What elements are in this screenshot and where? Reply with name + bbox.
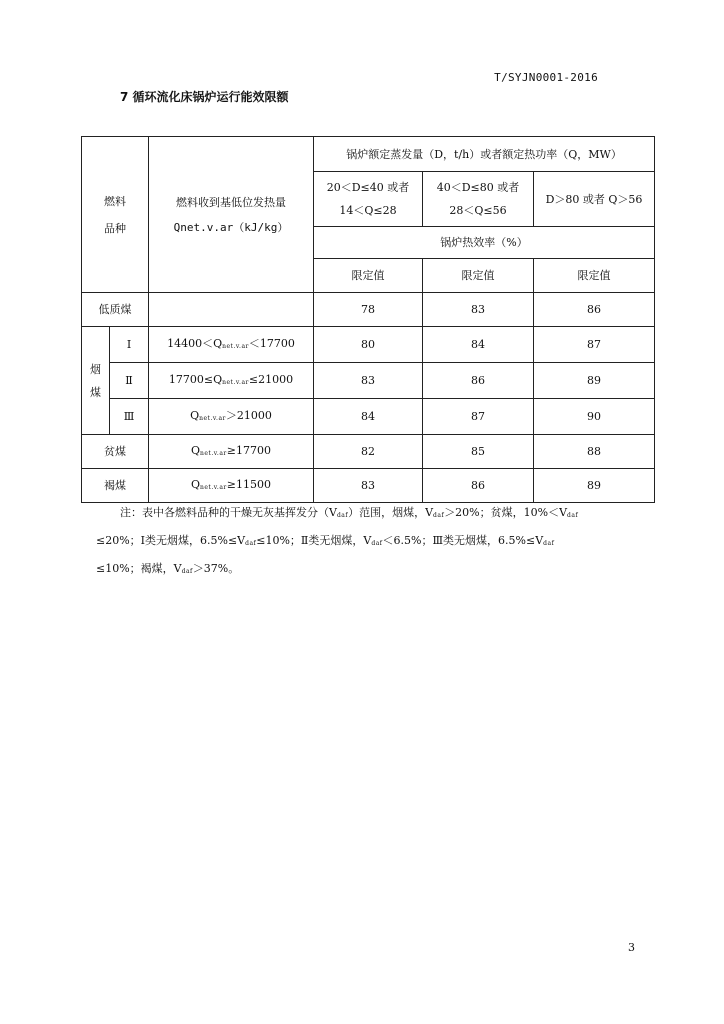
value-bit3-3: 90 — [534, 399, 655, 435]
heating-value-lignite — [149, 469, 314, 503]
value-lowgrade-2: 83 — [423, 293, 534, 327]
cond-lean-sub: net.v.ar — [200, 449, 227, 457]
value-lean-3: 88 — [534, 435, 655, 469]
fuel-name-bituminous-line2: 煤 — [90, 385, 101, 399]
value-lowgrade-1: 78 — [314, 293, 423, 327]
cond-bit2-pre: 17700≤Q — [168, 372, 223, 386]
note-sub-daf: daf — [567, 512, 579, 519]
value-bit1-3: 87 — [534, 327, 655, 363]
capacity-range-1-line1: 20＜D≤40 或者 — [326, 181, 410, 194]
cond-lignite-post: ≥11500 — [226, 477, 271, 491]
fuel-name-bituminous — [82, 327, 110, 435]
table-row-bituminous-1 — [82, 327, 655, 363]
cond-bit1-post: ＜17700 — [248, 336, 295, 350]
limit-header-2: 限定值 — [423, 259, 534, 293]
table-row-lowgrade — [82, 293, 655, 327]
note-sub-daf: daf — [543, 540, 555, 547]
heating-value-lowgrade — [149, 293, 314, 327]
value-lignite-2: 86 — [423, 469, 534, 503]
fuel-name-lignite: 褐煤 — [82, 469, 149, 503]
note-text: ）范围，烟煤，V — [348, 506, 434, 519]
note-sub-daf: daf — [245, 540, 257, 547]
capacity-range-2 — [423, 172, 534, 227]
cond-bit2-sub: net.v.ar — [222, 378, 249, 386]
fuel-name-lean: 贫煤 — [82, 435, 149, 469]
note-sub-daf: daf — [181, 568, 193, 575]
value-bit2-1: 83 — [314, 363, 423, 399]
fuel-type-header-line1: 燃料 — [104, 194, 126, 208]
heating-value-bituminous-1 — [149, 327, 314, 363]
cond-lignite-pre: Q — [190, 477, 201, 491]
value-lean-2: 85 — [423, 435, 534, 469]
value-lean-1: 82 — [314, 435, 423, 469]
value-bit2-2: 86 — [423, 363, 534, 399]
cond-lignite-sub: net.v.ar — [200, 483, 227, 491]
bituminous-class-1: Ⅰ — [110, 327, 149, 363]
cond-lean-pre: Q — [190, 443, 201, 457]
capacity-header: 锅炉额定蒸发量（D，t/h）或者额定热功率（Q，MW） — [314, 137, 655, 172]
note-text: ≤20%；Ⅰ类无烟煤，6.5%≤V — [96, 534, 246, 547]
value-bit1-1: 80 — [314, 327, 423, 363]
cond-bit1-pre: 14400＜Q — [167, 336, 223, 350]
heating-value-header — [149, 137, 314, 293]
efficiency-limit-table — [81, 136, 655, 503]
note-text: ＜6.5%；Ⅲ类无烟煤，6.5%≤V — [382, 534, 544, 547]
value-lignite-1: 83 — [314, 469, 423, 503]
cond-bit3-pre: Q — [190, 408, 200, 422]
capacity-range-2-line1: 40＜D≤80 或者 — [436, 181, 520, 194]
value-bit3-2: 87 — [423, 399, 534, 435]
limit-header-1: 限定值 — [314, 259, 423, 293]
note-text: ≤10%；Ⅱ类无烟煤，V — [256, 534, 372, 547]
limit-header-3: 限定值 — [534, 259, 655, 293]
fuel-name-lowgrade: 低质煤 — [82, 293, 149, 327]
efficiency-header: 锅炉热效率（%） — [314, 227, 655, 259]
cond-bit3-post: ＞21000 — [225, 408, 272, 422]
fuel-type-header — [82, 137, 149, 293]
note-sub-daf: daf — [371, 540, 383, 547]
table-row-lignite — [82, 469, 655, 503]
cond-bit2-post: ≤21000 — [248, 372, 294, 386]
fuel-type-header-line2: 品种 — [104, 221, 126, 235]
heating-value-bituminous-3 — [149, 399, 314, 435]
section-title: 7 循环流化床锅炉运行能效限额 — [120, 90, 289, 104]
bituminous-class-2: Ⅱ — [110, 363, 149, 399]
value-bit3-1: 84 — [314, 399, 423, 435]
capacity-range-1-line2: 14＜Q≤28 — [339, 204, 397, 217]
table-row-bituminous-3 — [82, 399, 655, 435]
table-row-bituminous-2 — [82, 363, 655, 399]
note-line-3 — [96, 556, 656, 584]
cond-bit1-sub: net.v.ar — [222, 342, 249, 350]
table-note — [96, 500, 656, 584]
note-sub-daf: daf — [336, 512, 349, 519]
table-row-lean — [82, 435, 655, 469]
capacity-range-1 — [314, 172, 423, 227]
fuel-name-bituminous-line1: 烟 — [90, 362, 101, 376]
capacity-range-3: D＞80 或者 Q＞56 — [534, 172, 655, 227]
heating-value-header-line1: 燃料收到基低位发热量 — [176, 195, 286, 209]
note-text: ≤10%；褐煤，V — [96, 562, 182, 575]
note-sub-daf: daf — [433, 512, 445, 519]
heating-value-lean — [149, 435, 314, 469]
bituminous-class-3: Ⅲ — [110, 399, 149, 435]
standard-code: T/SYJN0001-2016 — [494, 71, 598, 84]
page-number: 3 — [628, 941, 635, 954]
capacity-range-2-line2: 28＜Q≤56 — [449, 204, 507, 217]
cond-bit3-sub: net.v.ar — [199, 414, 226, 422]
value-bit1-2: 84 — [423, 327, 534, 363]
heating-value-header-line2: Qnet.v.ar（kJ/kg） — [173, 220, 289, 234]
cond-lean-post: ≥17700 — [226, 443, 271, 457]
heating-value-bituminous-2 — [149, 363, 314, 399]
value-lowgrade-3: 86 — [534, 293, 655, 327]
note-line-1 — [96, 500, 656, 528]
note-line-2 — [96, 528, 656, 556]
value-lignite-3: 89 — [534, 469, 655, 503]
value-bit2-3: 89 — [534, 363, 655, 399]
note-text: ＞37%。 — [192, 562, 240, 575]
note-text: ＞20%；贫煤，10%＜V — [444, 506, 568, 519]
note-text: 注：表中各燃料品种的干燥无灰基挥发分（V — [120, 506, 337, 519]
